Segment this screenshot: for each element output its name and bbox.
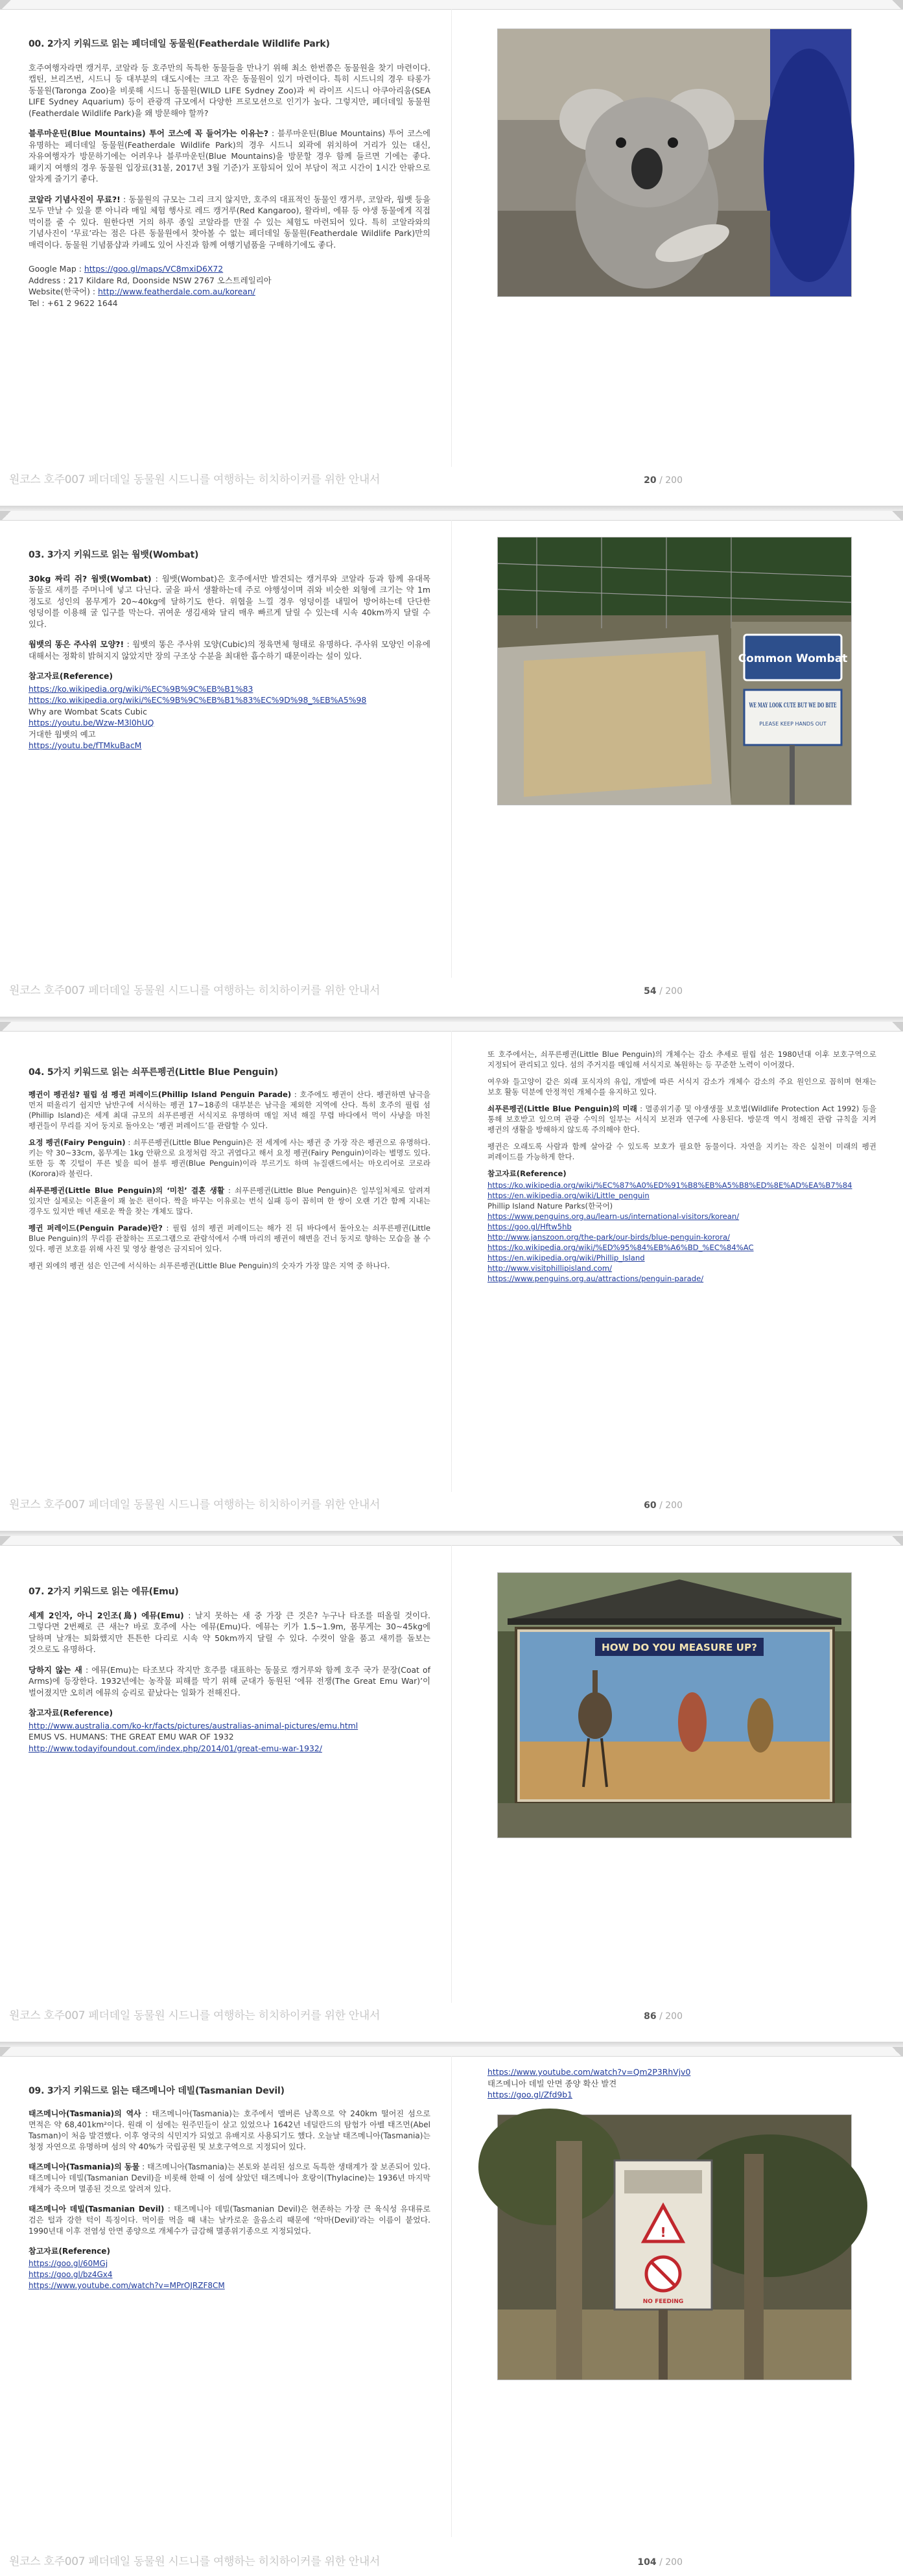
paragraph (29, 2204, 430, 2237)
reference-link[interactable]: https://ko.wikipedia.org/wiki/%EC%9B%9C%EB%B1%83%EC%9D%98_%EB%A5%98 (29, 695, 367, 705)
sign-text: Common Wombat (738, 652, 848, 665)
page-footer (0, 982, 903, 997)
page-top-bar (0, 1536, 903, 1546)
website-link[interactable]: http://www.featherdale.com.au/korean/ (98, 287, 255, 296)
page-corner-fold (890, 0, 903, 9)
left-column (29, 1067, 430, 1277)
paragraph-text: : 웜뱃(Wombat)은 호주에서만 발견되는 캥거루와 코알라 등과 함께 유대목 동물로 새끼를 주머니에 넣고 다닌다. 굴을 파서 생활하는데 주로 야행성이며 쥐와 비슷한 외형에 크기는 약 1m 정도로 성인의 몸무게가 20~40kg에 달하기도 한다. 위협을 느낄 경우 엉덩이를 내밀어 방어하는데 단단한 엉덩이를 이용해 굴 입구를 막는다. 귀여운 생김새와 달리 매우 빠르게 달릴 수 있는데 시속 40km까지 달릴 수 있다. (29, 573, 430, 629)
page-corner-fold (0, 2047, 13, 2056)
page-current: 86 (644, 2011, 657, 2022)
page-separator (0, 1531, 903, 1536)
page-corner-fold (890, 511, 903, 520)
page-separator (0, 2042, 903, 2047)
paragraph-lead: 웜뱃의 똥은 주사위 모양?! (29, 639, 124, 649)
page-spine (451, 520, 452, 978)
paragraph-text: : 쇠푸른펭귄(Little Blue Penguin)은 일부일처제로 알려져 있지만 실제로는 이혼율이 꽤 높은 편이다. 짝을 바꾸는 이유로는 번식 실패 등이 꼽히며 한 쌍이 오랜 기간 함께 지내는 경우도 있지만 매년 새로운 짝을 찾는 개체도 많다. (29, 1186, 430, 1216)
page-corner-fold (0, 1022, 13, 1031)
sign-warning-text: WE MAY LOOK CUTE BUT WE DO BITE (748, 702, 837, 709)
paragraph (29, 1089, 430, 1131)
left-column (29, 1587, 430, 1754)
page-number: 20 / 200 (644, 475, 683, 486)
reference-link[interactable]: https://ko.wikipedia.org/wiki/%EC%9B%9C%EB%B1%83 (29, 683, 253, 694)
sign-text: NO FEEDING (642, 2298, 684, 2305)
paragraph-text: : 에뮤(Emu)는 타조보다 작지만 호주를 대표하는 동물로 캥거루와 함께 호주 국가 문장(Coat of Arms)에 등장한다. 1932년에는 농작물 피해를 막기 위해 군대가 동원된 ‘에뮤 전쟁(The Great Emu War)’이 벌어졌지만 오히려 에뮤의 승리로 끝났다는 일화가 전해진다. (29, 1664, 430, 1697)
paragraph-text: 또 호주에서는, 쇠푸른펭귄(Little Blue Penguin)의 개체수는 감소 추세로 필립 섬은 1980년대 이후 보호구역으로 지정되어 관리되고 있다. 섬의 주거지를 매입해 서식지로 복원하는 등 꾸준한 노력이 이어졌다. (487, 1050, 876, 1069)
paragraph-text: : 웜뱃의 똥은 주사위 모양(Cubic)의 정육면체 형태로 유명하다. 주사위 모양인 이유에 대해서는 정확히 밝혀지지 않았지만 장의 구조상 수분을 최대한 흡수하기 때문이라는 설이 있다. (29, 639, 430, 661)
paragraph-lead: 블루마운틴(Blue Mountains) 투어 코스에 꼭 들어가는 이유는? (29, 128, 269, 138)
reference-text: Why are Wombat Scats Cubic (29, 706, 147, 716)
section-title: 00. 2가지 키워드로 읽는 페더데일 동물원(Featherdale Wildlife Park) (29, 39, 330, 49)
paragraph-lead: 태즈메니아(Tasmania)의 역사 (29, 2109, 141, 2118)
reference-heading: 참고자료(Reference) (487, 1169, 567, 1178)
page-spine (451, 1031, 452, 1492)
paragraph-lead: 태즈메니아(Tasmania)의 동물 (29, 2162, 140, 2171)
left-column (29, 39, 430, 318)
page-top-bar (0, 0, 903, 10)
book-page-104 (0, 2047, 903, 2576)
page-current: 20 (644, 475, 657, 486)
reference-link[interactable]: https://goo.gl/60MGj (29, 2259, 108, 2268)
paragraph-text: 여우와 들고양이 같은 외래 포식자의 유입, 개발에 따른 서식지 감소가 개체수 감소의 주요 원인으로 꼽히며 현재는 보호 활동 덕분에 안정적인 개체수를 유지하고 있다. (487, 1077, 876, 1096)
paragraph (29, 573, 430, 630)
info-label: Google Map : (29, 264, 84, 274)
left-column (29, 550, 430, 751)
page-corner-fold (0, 0, 13, 9)
book-title: 원코스 호주007 페더데일 동물원 시드니를 여행하는 히치하이커를 위한 안내서 (9, 2555, 381, 2568)
page-spine (451, 2056, 452, 2537)
paragraph-text: 호주여행자라면 캥거루, 코알라 등 호주만의 독특한 동물들을 만나기 위해 최소 한번쯤은 동물원을 찾기 마련이다. 캡틴, 브리즈번, 시드니 등 대부분의 대도시에는 크고 작은 동물원이 있기 마련이다. 특히 시드니의 경우 타롱가 동물원(Taronga Zoo)을 비롯해 시드니 동물원(WILD LIFE Sydney Zoo)과 씨 라이프 시드니 아쿠아리움(SEA LIFE Sydney Aquarium) 등이 관광객 규모에서 다양한 프로모션으로 인기가 높다. 그렇지만, 페더데일 동물원(Featherdale Wildlife Park)을 왜 방문해야 할까? (29, 62, 430, 118)
left-column (29, 2086, 430, 2291)
right-column-top (487, 2066, 876, 2101)
reference-link[interactable]: https://youtu.be/Wzw-M3l0hUQ (29, 718, 154, 727)
reference-link[interactable]: http://www.todayifoundout.com/index.php/2014/01/great-emu-war-1932/ (29, 1743, 322, 1753)
section-title: 04. 5가지 키워드로 읽는 쇠푸른펭귄(Little Blue Penguin) (29, 1067, 278, 1078)
section-title: 03. 3가지 키워드로 읽는 웜뱃(Wombat) (29, 550, 199, 560)
paragraph-lead: 세계 2인자, 아니 2인조(鳥) 에뮤(Emu) (29, 1610, 184, 1620)
paragraph (29, 2109, 430, 2153)
book-page-86 (0, 1536, 903, 2042)
info-line (29, 263, 430, 275)
reference-link[interactable]: https://goo.gl/bz4Gx4 (29, 2270, 113, 2279)
page-current: 104 (637, 2557, 657, 2568)
reference-link[interactable]: https://goo.gl/Zfd9b1 (487, 2090, 572, 2099)
info-line (29, 298, 430, 309)
reference-link[interactable]: https://www.penguins.org.au/learn-us/international-visitors/korean/ (487, 1212, 740, 1221)
paragraph (29, 1137, 430, 1179)
page-separator (0, 506, 903, 511)
reference-link[interactable]: https://youtu.be/fTMkuBacM (29, 740, 142, 750)
book-title: 원코스 호주007 페더데일 동물원 시드니를 여행하는 히치하이커를 위한 안내서 (9, 2009, 381, 2022)
page-number: 86 / 200 (644, 2011, 683, 2022)
paragraph (29, 639, 430, 661)
reference-heading: 참고자료(Reference) (29, 1708, 113, 1718)
page-total: 200 (665, 2011, 683, 2022)
reference-link[interactable]: https://www.penguins.org.au/attractions/penguin-parade/ (487, 1274, 704, 1283)
reference-text: 거대한 웜뱃의 예고 (29, 729, 96, 739)
paragraph-lead: 태즈메니아 데빌(Tasmanian Devil) (29, 2204, 165, 2214)
page-number: 54 / 200 (644, 986, 683, 997)
page-current: 60 (644, 1500, 657, 1511)
paragraph (487, 1049, 876, 1070)
info-block (29, 263, 430, 309)
sign-small-text: PLEASE KEEP HANDS OUT (759, 721, 827, 727)
page-corner-fold (890, 1536, 903, 1545)
board-heading-text: HOW DO YOU MEASURE UP? (602, 1642, 757, 1653)
reference-link[interactable]: https://goo.gl/Hftw5hb (487, 1222, 572, 1231)
page-footer (0, 2007, 903, 2022)
reference-link[interactable]: https://www.youtube.com/watch?v=Qm2P3RhVjv0 (487, 2067, 691, 2077)
page-current: 54 (644, 986, 657, 997)
page-top-bar (0, 511, 903, 521)
book-title: 원코스 호주007 페더데일 동물원 시드니를 여행하는 히치하이커를 위한 안내서 (9, 984, 381, 997)
paragraph-lead: 쇠푸른펭귄(Little Blue Penguin)의 ‘미친’ 결혼 생활 (29, 1186, 225, 1195)
koala-photo (497, 29, 852, 297)
google-map-link[interactable]: https://goo.gl/maps/VC8mxiD6X72 (84, 264, 224, 274)
reference-heading: 참고자료(Reference) (29, 671, 113, 681)
reference-link[interactable]: http://www.visitphillipisland.com/ (487, 1264, 613, 1273)
page-number: 60 / 200 (644, 1500, 683, 1511)
paragraph-lead: 펭귄이 펭귄섬? 필립 섬 펭귄 퍼레이드(Phillip Island Penguin Parade) (29, 1090, 292, 1099)
reference-text: EMUS VS. HUMANS: THE GREAT EMU WAR OF 1932 (29, 1732, 234, 1742)
reference-link[interactable]: https://www.youtube.com/watch?v=MPrOJRZF8CM (29, 2281, 225, 2290)
paragraph-text: 펭귄은 오래도록 사람과 함께 살아갈 수 있도록 보호가 필요한 동물이다. 자연을 지키는 작은 실천이 미래의 펭귄 퍼레이드를 가능하게 한다. (487, 1142, 876, 1161)
paragraph-text: : 블루마운틴(Blue Mountains) 투어 코스에 유명하는 페더데일 동물원(Featherdale Wildlife Park)의 경우 시드니 외곽에 위치하여 거리가 있는 대신, 자유여행자가 방문하기에는 어려우나 블루마운틴(Blue Mountains)을 방문할 경우 함께 들르면 기에는 좋다. 패키지 여행의 경우 동물원 입장료(31불, 2017년 3월 기준)가 포함되어 있어 부담이 적고 시간이 1시간 안팎으로 알차게 즐기기 좋다. (29, 128, 430, 183)
page-corner-fold (0, 1536, 13, 1545)
reference-link[interactable]: https://ko.wikipedia.org/wiki/%ED%95%84%EB%A6%BD_%EC%84%AC (487, 1243, 754, 1252)
paragraph-lead: 당하지 않는 새 (29, 1664, 82, 1675)
paragraph-text: : 동물원의 규모는 그리 크지 않지만, 호주의 대표적인 동물인 캥거루, 코알라, 웜뱃 등을 모두 만날 수 있을 뿐 아니라 매일 체험 행사로 레드 캥거루(Red Kangaroo), 왈라비, 에뮤 등 야생 동물에게 직접 먹이를 줄 수 있다. 원한다면 거의 하루 종일 코알라를 만질 수 있는 체험도 마련되어 있다. 특히 코알라와의 기념사진이 ‘무료’라는 점은 다른 동물원에서 찾아볼 수 없는 페더데일 동물원(Featherdale Wildlife Park)만의 매력이다. 동물원 기념품샵과 카페도 있어 사진과 함께 여행기념품을 구매하기에도 좋다. (29, 194, 430, 250)
tasmanian-devil-sign-photo (497, 2114, 852, 2380)
paragraph-text: : 멸종위기종 및 야생생물 보호법(Wildlife Protection Act 1992) 등을 통해 보호받고 있으며 관광 수익의 일부는 서식지 보전과 연구에 사용된다. 방문객 역시 정해진 관람 규칙을 지켜 펭귄의 생활을 방해하지 않도록 주의해야 한다. (487, 1104, 876, 1134)
paragraph (29, 1664, 430, 1699)
reference-link[interactable]: http://www.australia.com/ko-kr/facts/pictures/australias-animal-pictures/emu.html (29, 1720, 358, 1731)
page-total: 200 (665, 475, 683, 486)
paragraph-text: : 필립 섬의 펭귄 퍼레이드는 해가 진 뒤 바다에서 돌아오는 쇠푸른펭귄(Little Blue Penguin)의 무리를 관찰하는 프로그램으로 관람석에서 수백 마리의 펭귄이 해변을 건너 둥지로 향하는 모습을 볼 수 있다. 펭귄 보호를 위해 사진 및 영상 촬영은 금지되어 있다. (29, 1223, 430, 1253)
paragraph-text: : 날지 못하는 새 중 가장 큰 것은? 누구나 타조를 떠올릴 것이다. 그렇다면 2번째로 큰 새는? 바로 호주에 사는 에뮤(Emu)다. 에뮤는 키가 1.5~1.9m, 몸무게는 30~45kg에 달하며 날개는 퇴화했지만 튼튼한 다리로 시속 약 50km까지 달릴 수 있다. 수컷이 알을 품고 새끼를 돌보는 것으로도 유명하다. (29, 1610, 430, 1654)
paragraph (29, 1223, 430, 1254)
paragraph-text: : 태즈메니아(Tasmania)는 호주에서 멜버른 남쪽으로 약 240km 떨어진 섬으로 면적은 약 68,401km²이다. 원래 이 섬에는 원주민들이 살고 있었으나 1642년 네덜란드의 탐험가 아벨 태즈먼(Abel Tasman)이 처음 발견했다. 이후 영국의 식민지가 되었고 유배지로 사용되기도 했다. 오늘날 태즈메니아(Tasmania)는 청정 자연으로 유명하며 섬의 약 40%가 국립공원 및 보호구역으로 지정되어 있다. (29, 2109, 430, 2151)
paragraph (29, 1610, 430, 1655)
book-page-20 (0, 0, 903, 506)
reference-link[interactable]: https://en.wikipedia.org/wiki/Little_penguin (487, 1191, 650, 1200)
paragraph (29, 128, 430, 185)
paragraph-lead: 쇠푸른펭귄(Little Blue Penguin)의 미래 (487, 1104, 637, 1113)
paragraph-text: : 태즈메니아 데빌(Tasmanian Devil)은 현존하는 가장 큰 육식성 유대류로 검은 털과 강한 턱이 특징이다. 먹이를 먹을 때 내는 날카로운 울음소리 때문에 ‘악마(Devil)’라는 이름이 붙었다. 1990년대 이후 전염성 안면 종양으로 개체수가 급감해 멸종위기종으로 지정되었다. (29, 2204, 430, 2236)
book-page-54 (0, 511, 903, 1017)
section-title: 07. 2가지 키워드로 읽는 에뮤(Emu) (29, 1587, 179, 1597)
paragraph-text: : 호주에도 펭귄이 산다. 펭귄하면 남극을 먼저 떠올리기 쉽지만 남반구에 서식하는 펭귄 17~18종의 대부분은 남극을 제외한 지역에 산다. 특히 호주의 필립 섬(Phillip Island)은 세계 최대 규모의 쇠푸른펭귄 서식지로 유명하며 매일 저녁 해질 무렵 바다에서 먹이 사냥을 마친 펭귄들이 무리를 지어 둥지로 돌아오는 ‘펭귄 퍼레이드’를 관람할 수 있다. (29, 1090, 430, 1130)
paragraph-text: : 쇠푸른펭귄(Little Blue Penguin)은 전 세계에 사는 펭귄 중 가장 작은 펭귄으로 유명하다. 키는 약 30~33cm, 몸무게는 1kg 안팎으로 요정처럼 작고 귀엽다고 해서 요정 펭귄(Fairy Penguin)이라는 별명도 있다. 또한 등 쪽 깃털이 푸른 빛을 띠어 블루 펭귄(Blue Penguin)이라 부르기도 하며 뉴질랜드에서는 마오리어로 코로라(Korora)라 불린다. (29, 1138, 430, 1178)
paragraph (29, 1185, 430, 1216)
page-separator (0, 1017, 903, 1022)
reference-link[interactable]: https://ko.wikipedia.org/wiki/%EC%87%A0%ED%91%B8%EB%A5%B8%ED%8E%AD%EA%B7%84 (487, 1181, 852, 1190)
info-label: Tel : +61 2 9622 1644 (29, 298, 118, 308)
page-corner-fold (890, 1022, 903, 1031)
page-top-bar (0, 2047, 903, 2057)
reference-text: 태즈메니아 데빌 안면 종양 확산 발견 (487, 2078, 617, 2088)
reference-text: Phillip Island Nature Parks(한국어) (487, 1201, 613, 1211)
paragraph-lead: 30kg 짜리 쥐? 웜뱃(Wombat) (29, 573, 152, 584)
right-column (487, 1049, 876, 1284)
paragraph-text: 펭귄 외에의 펭귄 섬은 인근에 서식하는 쇠푸른펭귄(Little Blue Penguin)의 숫자가 가장 많은 지역 중 하나다. (29, 1261, 390, 1270)
book-title: 원코스 호주007 페더데일 동물원 시드니를 여행하는 히치하이커를 위한 안내서 (9, 1498, 381, 1511)
reference-link[interactable]: http://www.janszoon.org/the-park/our-birds/blue-penguin-korora/ (487, 1233, 731, 1242)
section-title: 09. 3가지 키워드로 읽는 태즈메니아 데빌(Tasmanian Devil) (29, 2086, 285, 2096)
page-total: 200 (665, 1500, 683, 1511)
paragraph (29, 1260, 430, 1271)
info-label: Address : 217 Kildare Rd, Doonside NSW 2767 오스트레일리아 (29, 275, 272, 285)
reference-link[interactable]: https://en.wikipedia.org/wiki/Phillip_Island (487, 1253, 645, 1262)
paragraph (29, 62, 430, 119)
paragraph (29, 194, 430, 251)
page-spine (451, 1545, 452, 2003)
book-title: 원코스 호주007 페더데일 동물원 시드니를 여행하는 히치하이커를 위한 안내서 (9, 473, 381, 486)
page-corner-fold (0, 511, 13, 520)
paragraph-lead: 코알라 기념사진이 무료?! (29, 194, 121, 204)
info-line (29, 286, 430, 298)
page-spine (451, 9, 452, 467)
info-line (29, 275, 430, 287)
svg-text:!: ! (660, 2225, 666, 2240)
reference-heading: 참고자료(Reference) (29, 2247, 110, 2256)
info-label: Website(한국어) : (29, 287, 99, 296)
paragraph-text: : 태즈메니아(Tasmania)는 본토와 분리된 섬으로 독특한 생태계가 잘 보존되어 있다. 태즈메니아 데빌(Tasmanian Devil)을 비롯해 한때 이 섬에 살았던 태즈메니아 호랑이(Thylacine)는 1936년 마지막 개체가 죽으며 멸종된 것으로 알려져 있다. (29, 2162, 430, 2193)
page-total: 200 (665, 2557, 683, 2568)
paragraph-lead: 펭귄 퍼레이드(Penguin Parade)란? (29, 1223, 163, 1233)
emu-board-photo (497, 1572, 852, 1838)
paragraph-lead: 요정 펭귄(Fairy Penguin) (29, 1138, 126, 1147)
paragraph (29, 2162, 430, 2195)
page-footer (0, 471, 903, 486)
book-page-60 (0, 1022, 903, 1531)
paragraph (487, 1076, 876, 1097)
page-total: 200 (665, 986, 683, 997)
wombat-sign-photo (497, 537, 852, 805)
paragraph (487, 1141, 876, 1162)
page-top-bar (0, 1022, 903, 1032)
page-footer (0, 2553, 903, 2568)
page-number: 104 / 200 (637, 2557, 683, 2568)
page-footer (0, 1496, 903, 1511)
paragraph (487, 1104, 876, 1135)
page-corner-fold (890, 2047, 903, 2056)
